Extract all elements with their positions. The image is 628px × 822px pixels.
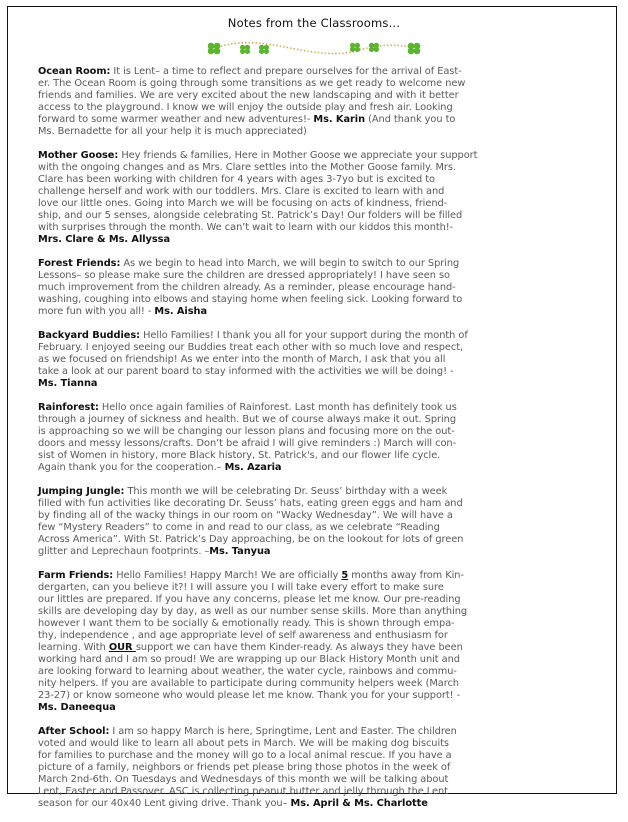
text-line: through a journey of sickness and health. But we of course always make it out. Spring	[38, 414, 456, 425]
text-line: sist of Women in history, more Black history, St. Patrick's, and our flower life cycle.	[38, 450, 441, 461]
text-line	[38, 150, 586, 162]
teacher-signature: Ms. Tianna	[38, 378, 98, 389]
text-line: Across America”. With St. Patrick’s Day approaching, be on the lookout for lots of green	[38, 534, 464, 545]
text-line	[38, 402, 586, 414]
text-line: thy, independence , and age appropriate level of self awareness and enthusiasm for	[38, 630, 448, 641]
text-line: Lessons– so please make sure the children are dressed appropriately! I have seen so	[38, 270, 450, 281]
text-line: ship, and our 5 senses, alongside celebrating St. Patrick’s Day! Our folders will be filled	[38, 210, 463, 221]
text-line: working hard and I am so proud! We are wrapping up our Black History Month unit and	[38, 654, 460, 665]
text-run: Hello Families! I thank you all for your support during the month of	[140, 330, 468, 341]
text-line: however I want them to be socially & emotionally ready. This is shown through empa-	[38, 618, 455, 629]
text-line	[38, 702, 586, 714]
room-label: Forest Friends:	[38, 258, 121, 269]
text-line	[38, 798, 586, 810]
text-run: Hello Families! Happy March! We are officially	[113, 570, 342, 581]
text-run: It is Lent– a time to reflect and prepare ourselves for the arrival of East-	[110, 66, 462, 77]
text-line: our littles are prepared. If you have any concerns, please let me know. Our pre-reading	[38, 594, 461, 605]
text-run: glitter and Leprechaun footprints. –	[38, 546, 210, 557]
text-line: 23-27) or know someone who would please let me know. Thank you for your support! -	[38, 690, 461, 701]
note-backyard-buddies	[38, 330, 586, 390]
text-line	[38, 546, 586, 558]
text-run: Hello once again families of Rainforest. Last month has definitely took us	[98, 402, 457, 413]
text-line: filled with fun activities like decorating Dr. Seuss’ hats, eating green eggs and ham and	[38, 498, 463, 509]
room-label: Rainforest:	[38, 402, 99, 413]
text-line: nity helpers. If you are available to participate during community helpers week (March	[38, 678, 459, 689]
teacher-signature: Ms. Tanyua	[209, 546, 271, 557]
teacher-signature: Ms. April & Ms. Charlotte	[290, 798, 428, 809]
text-run: season for our 40x40 Lent giving drive. Thank you–	[38, 798, 291, 809]
teacher-signature: Ms. Aisha	[154, 306, 208, 317]
text-run: This month we will be celebrating Dr. Seuss’ birthday with a week	[124, 486, 448, 497]
text-run: Again thank you for the cooperation.–	[38, 462, 225, 473]
text-line: doors and messy lessons/crafts. Don’t be afraid I will give reminders :) March will con-	[38, 438, 457, 449]
text-run: months away from Kin-	[348, 570, 464, 581]
shamrock-icon	[208, 43, 221, 55]
note-mother-goose	[38, 150, 586, 246]
shamrock-icon	[350, 43, 360, 52]
text-run: Hey friends & families, Here in Mother Goose we appreciate your support	[118, 150, 478, 161]
text-line	[38, 330, 586, 342]
text-line: picture of a family, neighbors or friends pet please bring those photos in the week of	[38, 762, 451, 773]
text-line: few “Mystery Readers” to come in and read to our class, as we celebrate “Reading	[38, 522, 440, 533]
text-line: dergarten, can you believe it?! I will assure you I will take every effort to make sure	[38, 582, 444, 593]
text-line: February. I enjoyed seeing our Buddies treat each other with so much love and respect,	[38, 342, 464, 353]
text-run: more fun with you all! -	[38, 306, 155, 317]
note-farm-friends	[38, 570, 586, 714]
note-forest-friends	[38, 258, 586, 318]
room-label: After School:	[38, 726, 110, 737]
text-run: forward to some warmer weather and new adventures!-	[38, 114, 314, 125]
teacher-signature: Mrs. Clare & Ms. Allyssa	[38, 234, 171, 245]
shamrock-icon	[259, 45, 269, 54]
note-rainforest	[38, 402, 586, 474]
text-line: skills are developing day by day, as well as our number sense skills. More than anything	[38, 606, 468, 617]
text-line	[38, 378, 586, 390]
text-line: voted and would like to learn all about pets in March. We will be making dog biscuits	[38, 738, 449, 749]
text-line	[38, 642, 586, 654]
text-run: support we can have them Kinder-ready. As always they have been	[135, 642, 463, 653]
text-line: for families to purchase and the money will go to a local animal rescue. If you have a	[38, 750, 452, 761]
text-line: with the ongoing changes and as Mrs. Clare settles into the Mother Goose family. Mrs.	[38, 162, 457, 173]
text-line: challenge herself and work with our toddlers. Mrs. Clare is excited to learn with and	[38, 186, 445, 197]
room-label: Mother Goose:	[38, 150, 119, 161]
note-jumping-jungle	[38, 486, 586, 558]
text-run: I am so happy March is here, Springtime, Lent and Easter. The children	[109, 726, 457, 737]
text-line	[38, 570, 586, 582]
shamrock-divider-icon	[200, 38, 430, 60]
text-line: with surprises through the month. We can’t wait to learn with our kiddos this month!-	[38, 222, 454, 233]
page-title: Notes from the Classrooms...	[227, 16, 401, 30]
text-line	[38, 114, 586, 126]
text-line: access to the playground. I know we will enjoy the outside play and fresh air. Looking	[38, 102, 453, 113]
text-run: (And thank you to	[365, 114, 456, 125]
text-line: is approaching so we will be changing our lesson plans and focusing more on the out-	[38, 426, 455, 437]
text-line: much improvement from the children already. As a reminder, please encourage hand-	[38, 282, 456, 293]
text-line: take a look at our parent board to stay informed with the activities we will be doing! -	[38, 366, 454, 377]
teacher-signature: Ms. Azaria	[224, 462, 282, 473]
room-label: Jumping Jungle:	[38, 486, 125, 497]
text-line: by finding all of the wacky things in our room on “Wacky Wednesday”. We will have a	[38, 510, 453, 521]
text-line: as we focused on friendship! As we enter into the month of March, I ask that you all	[38, 354, 446, 365]
text-line	[38, 726, 586, 738]
room-label: Backyard Buddies:	[38, 330, 141, 341]
text-line	[38, 486, 586, 498]
text-line: Ms. Bernadette for all your help it is much appreciated)	[38, 126, 307, 137]
text-line	[38, 66, 586, 78]
text-line: March 2nd-6th. On Tuesdays and Wednesdays of this month we will be talking about	[38, 774, 449, 785]
text-line: Clare has been working with children for 4 years with ages 3-7yo but is excited to	[38, 174, 435, 185]
text-line: er. The Ocean Room is going through some transitions as we get ready to welcome new	[38, 78, 466, 89]
text-run: As we begin to head into March, we will begin to switch to our Spring	[120, 258, 460, 269]
text-line: are looking forward to learning about weather, the water cycle, rainbows and commu-	[38, 666, 457, 677]
text-line: friends and families. We are very excited about the new landscaping and with it better	[38, 90, 459, 101]
room-label: Farm Friends:	[38, 570, 114, 581]
text-line: love our little ones. Going into March we will be focusing on acts of kindness, friend-	[38, 198, 448, 209]
text-line: Lent, Easter and Passover. ASC is collecting peanut butter and jelly through the Lent	[38, 786, 448, 797]
text-run: learning. With	[38, 642, 109, 653]
note-after-school	[38, 726, 586, 810]
emphasis-our: OUR	[108, 642, 136, 653]
text-line	[38, 306, 586, 318]
months-count: 5	[341, 570, 349, 581]
text-line	[38, 234, 586, 246]
text-line	[38, 462, 586, 474]
classroom-notes	[38, 66, 586, 822]
teacher-signature: Ms. Karin	[313, 114, 366, 125]
text-line: washing, coughing into elbows and staying home when feeling sick. Looking forward to	[38, 294, 463, 305]
note-ocean-room	[38, 66, 586, 138]
teacher-signature: Ms. Daneequa	[38, 702, 116, 713]
shamrock-icon	[240, 45, 250, 54]
text-line	[38, 258, 586, 270]
shamrock-icon	[408, 43, 421, 55]
room-label: Ocean Room:	[38, 66, 111, 77]
